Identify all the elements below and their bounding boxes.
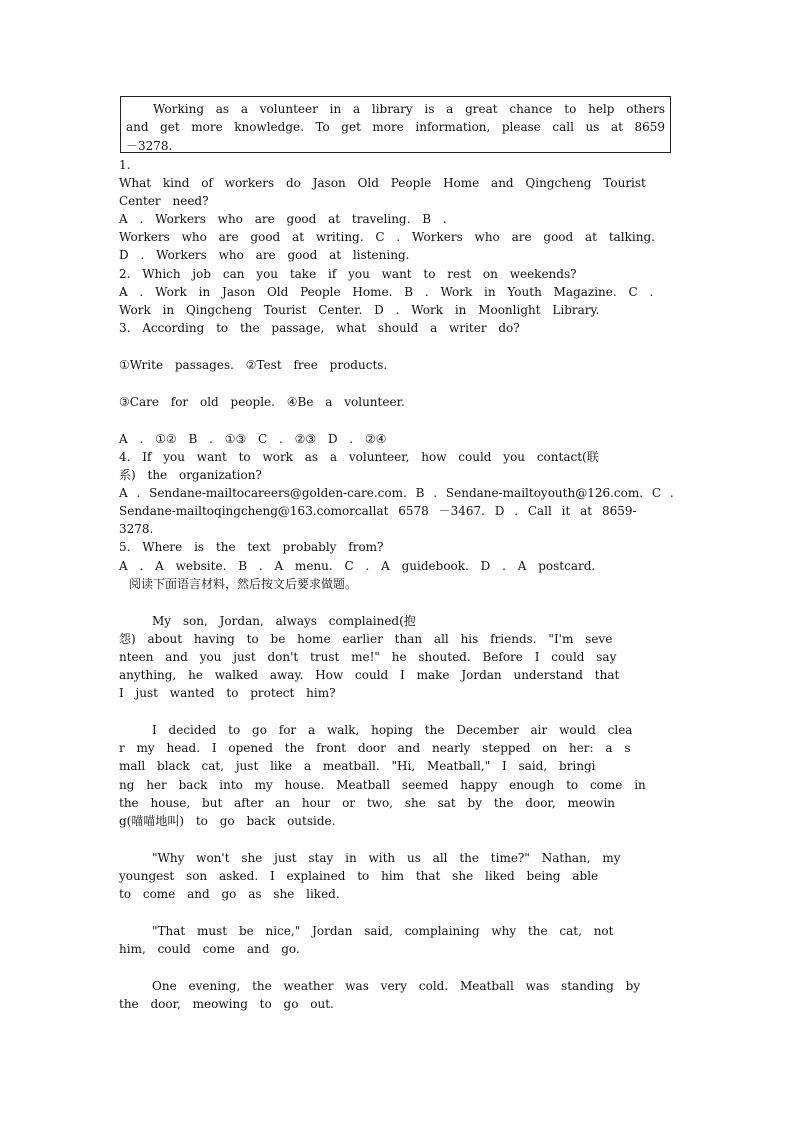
q1-options-line3: D . Workers who are good at listening. <box>119 248 410 262</box>
passage-p1-line4: anything, he walked away. How could I make Jordan understand that <box>119 668 620 682</box>
q2-options-line1: A . Work in Jason Old People Home. B . Work in Youth Magazine. C . <box>119 285 654 299</box>
passage-p3-line3: to come and go as she liked. <box>119 887 340 901</box>
q4-options-line2: Sendane-mailtoqingcheng@163.comorcallat 6578 －3467. D . Call it at 8659- <box>119 504 637 518</box>
q1-options-line2: Workers who are good at writing. C . Workers who are good at talking. <box>119 230 655 244</box>
passage-p3-line1: "Why won't she just stay in with us all the time?" Nathan, my <box>152 851 621 865</box>
q3-items-b: ③Care for old people. ④Be a volunteer. <box>119 395 405 409</box>
passage-p4-line2: him, could come and go. <box>119 942 300 956</box>
passage-p2-line5: the house, but after an hour or two, she sat by the door, meowin <box>119 796 616 810</box>
passage-p5-line2: the door, meowing to go out. <box>119 997 334 1011</box>
notice-box <box>120 96 671 153</box>
passage-p2-line4: ng her back into my house. Meatball seemed happy enough to come in <box>119 778 646 792</box>
q1-number: 1. <box>119 158 131 172</box>
q2-options-line2: Work in Qingcheng Tourist Center. D . Work in Moonlight Library. <box>119 303 600 317</box>
q5-options: A . A website. B . A menu. C . A guidebook. D . A postcard. <box>119 559 596 573</box>
q1-stem: What kind of workers do Jason Old People Home and Qingcheng Tourist <box>119 176 646 190</box>
q3-items-a: ①Write passages. ②Test free products. <box>119 358 388 372</box>
passage-p1-line2: 怨) about having to be home earlier than all his friends. "I'm seve <box>119 632 613 646</box>
passage-p2-line6: g(喵喵地叫) to go back outside. <box>119 814 336 828</box>
q4-stem: 4. If you want to work as a volunteer, how could you contact(联 <box>119 450 599 464</box>
passage-p2-line3: mall black cat, just like a meatball. "Hi, Meatball," I said, bringi <box>119 759 596 773</box>
q3-options: A . ①② B . ①③ C . ②③ D . ②④ <box>119 432 387 446</box>
q2-stem: 2. Which job can you take if you want to rest on weekends? <box>119 267 577 281</box>
passage-p1-line3: nteen and you just don't trust me!" he shouted. Before I could say <box>119 650 617 664</box>
q3-stem: 3. According to the passage, what should a writer do? <box>119 321 520 335</box>
passage-p3-line2: youngest son asked. I explained to him that she liked being able <box>119 869 599 883</box>
q4-options-line3: 3278. <box>119 522 154 536</box>
passage-p5-line1: One evening, the weather was very cold. Meatball was standing by <box>152 979 641 993</box>
reading-instruction: 阅读下面语言材料，然后按文后要求做题。 <box>129 577 358 591</box>
passage-p4-line1: "That must be nice," Jordan said, complaining why the cat, not <box>152 924 614 938</box>
q1-options-line1: A . Workers who are good at traveling. B . <box>119 212 447 226</box>
passage-p2-line2: r my head. I opened the front door and nearly stepped on her: a s <box>119 741 631 755</box>
q4-stem-cont: 系) the organization? <box>119 468 262 482</box>
passage-p2-line1: I decided to go for a walk, hoping the December air would clea <box>152 723 633 737</box>
q4-options-line1: A . Sendane-mailtocareers@golden-care.com. B . Sendane-mailtoyouth@126.com. C . <box>119 486 674 500</box>
q1-stem-cont: Center need? <box>119 194 209 208</box>
passage-p1-line1: My son, Jordan, always complained(抱 <box>152 614 416 628</box>
q5-stem: 5. Where is the text probably from? <box>119 540 384 554</box>
passage-p1-line5: I just wanted to protect him? <box>119 686 336 700</box>
notice-text: Working as a volunteer in a library is a great chance to help others and get more knowledge. To get more information, please call us at 8659－3278. <box>126 102 665 153</box>
